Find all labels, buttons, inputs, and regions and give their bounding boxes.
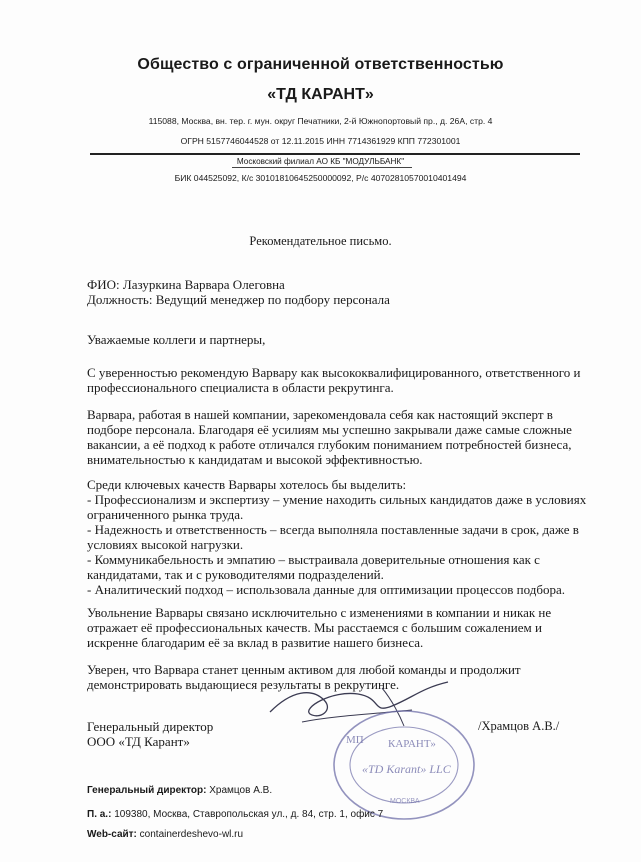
- footer-address: [87, 809, 383, 820]
- list-item: - Коммуникабельность и эмпатию – выстраивала доверительные отношения как с: [87, 552, 540, 567]
- list-item-continuation: ограниченного рынка труда.: [87, 507, 244, 522]
- signoff-org: ООО «ТД Карант»: [87, 734, 190, 749]
- paragraph-2: [87, 407, 577, 467]
- signoff-title: Генеральный директор: [87, 719, 214, 734]
- paragraph-4: [87, 605, 577, 650]
- svg-text:МП: МП: [346, 734, 364, 746]
- list-item-continuation: кандидатами, так и с руководителями подразделений.: [87, 567, 384, 582]
- footer-director: [87, 785, 272, 796]
- paragraph-1-line: С уверенностью рекомендую Варвару как высококвалифицированного, ответственного и: [87, 365, 581, 380]
- list-item: - Надежность и ответственность – всегда выполняла поставленные задачи в срок, даже в: [87, 522, 579, 537]
- paragraph-2-line: Варвара, работая в нашей компании, зарекомендовала себя как настоящий эксперт в: [87, 407, 553, 422]
- footer-director-label: Генеральный директор:: [87, 785, 207, 796]
- paragraph-2-line: внимательностью к кандидатам и высокой эффективностью.: [87, 452, 423, 467]
- org-brand: «ТД КАРАНТ»: [267, 86, 374, 103]
- footer-web-label: Web-сайт:: [87, 829, 137, 840]
- letterhead-divider: [90, 153, 580, 155]
- paragraph-4-line: искренне благодарим её за вклад в развитие нашего бизнеса.: [87, 635, 424, 650]
- person-fio: ФИО: Лазуркина Варвара Олеговна: [87, 277, 285, 292]
- qualities-list: [87, 477, 587, 597]
- letter-title: Рекомендательное письмо.: [249, 234, 392, 248]
- paragraph-4-line: отражает её профессиональных качеств. Мы расстаемся с большим сожалением и: [87, 620, 542, 635]
- bank-underline: [232, 167, 412, 168]
- paragraph-1-line: профессионального специалиста в области рекрутинга.: [87, 380, 394, 395]
- org-address: 115088, Москва, вн. тер. г. мун. округ Печатники, 2-й Южнопортовый пр., д. 26А, стр. 4: [148, 116, 493, 126]
- list-item: - Профессионализм и экспертизу – умение находить сильных кандидатов даже в условиях: [87, 492, 587, 507]
- svg-text:«TD Karant» LLC: «TD Karant» LLC: [362, 762, 451, 776]
- svg-text:КАРАНТ»: КАРАНТ»: [388, 738, 436, 750]
- org-name: Общество с ограниченной ответственностью: [137, 56, 504, 73]
- bank-name: Московский филиал АО КБ "МОДУЛЬБАНК": [236, 157, 405, 166]
- signoff-name: /Храмцов А.В./: [478, 719, 560, 733]
- person-position: Должность: Ведущий менеджер по подбору персонала: [87, 292, 390, 307]
- footer-address-label: П. а.:: [87, 809, 112, 820]
- qualities-intro: Среди ключевых качеств Варвары хотелось бы выделить:: [87, 477, 407, 492]
- paragraph-2-line: вакансии, а её подход к работе отличался глубоким пониманием потребностей бизнеса,: [87, 437, 572, 452]
- paragraph-4-line: Увольнение Варвары связано исключительно с изменениями в компании и никак не: [87, 605, 552, 620]
- company-stamp: [318, 703, 478, 823]
- org-registration: ОГРН 5157746044528 от 12.11.2015 ИНН 7714361929 КПП 772301001: [180, 136, 461, 146]
- svg-text:МОСКВА: МОСКВА: [390, 798, 420, 805]
- footer-web-value: containerdeshevo-wl.ru: [139, 829, 244, 840]
- paragraph-1: [87, 365, 581, 395]
- footer-director-value: Храмцов А.В.: [209, 785, 273, 796]
- paragraph-2-line: подборе персонала. Благодаря её усилиям мы успешно закрывали даже самые сложные: [87, 422, 572, 437]
- footer-address-value: 109380, Москва, Ставропольская ул., д. 84, стр. 1, офис 7: [114, 809, 384, 820]
- footer-website: [87, 829, 243, 840]
- bank-details: БИК 044525092, К/с 30101810645250000092, Р/с 40702810570010401494: [174, 173, 467, 183]
- paragraph-5-line: Уверен, что Варвара станет ценным активом для любой команды и продолжит: [87, 662, 521, 677]
- list-item-continuation: условиях высокой нагрузки.: [87, 537, 244, 552]
- list-item: - Аналитический подход – использовала данные для оптимизации процессов подбора.: [87, 582, 566, 597]
- paragraph-5-line: демонстрировать выдающиеся результаты в рекрутинге.: [87, 677, 400, 692]
- greeting: Уважаемые коллеги и партнеры,: [87, 332, 266, 347]
